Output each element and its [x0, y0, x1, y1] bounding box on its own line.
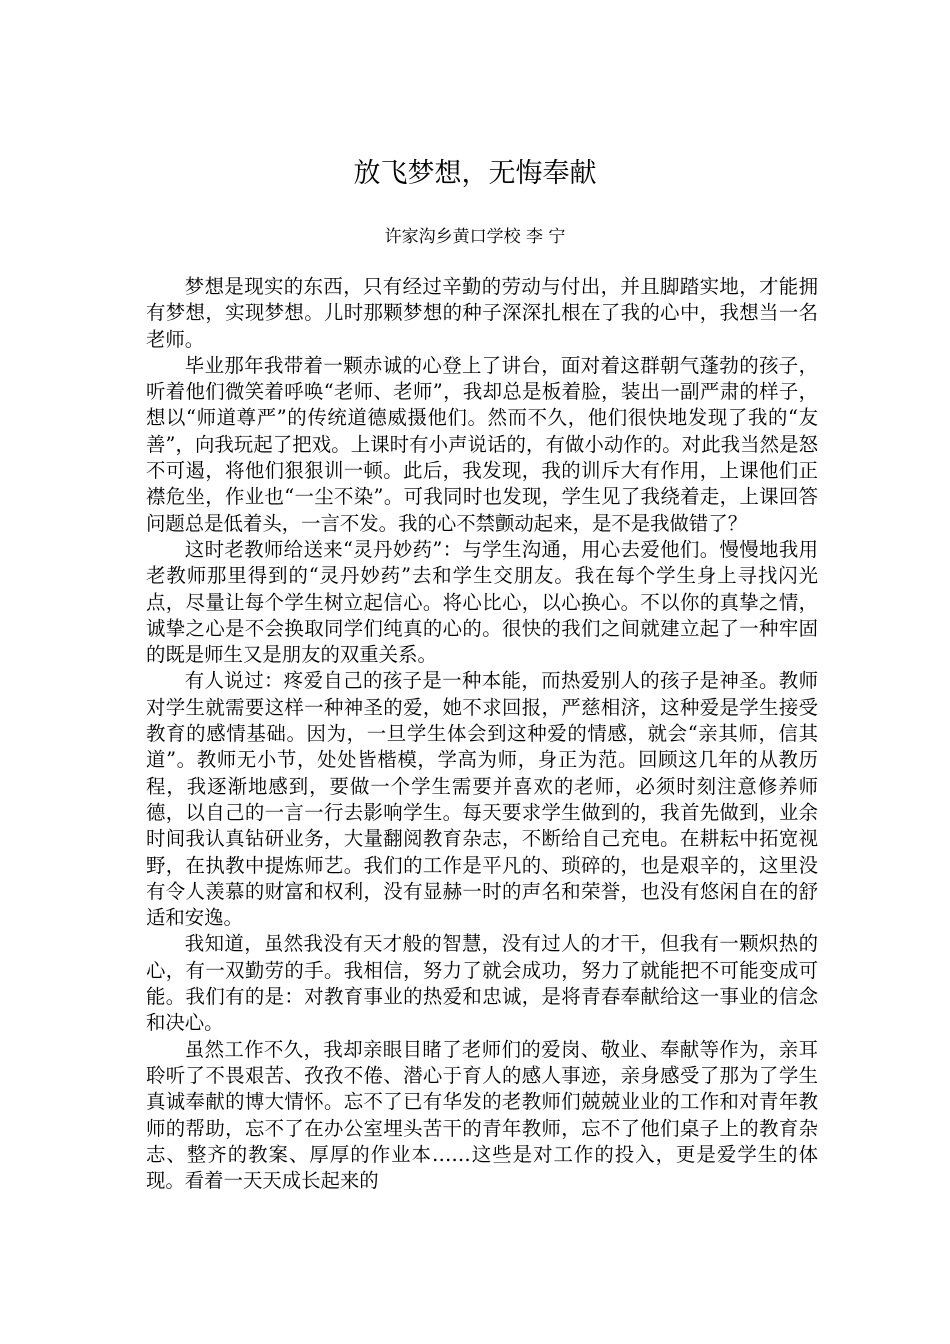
- paragraph: 梦想是现实的东西，只有经过辛勤的劳动与付出，并且脚踏实地，才能拥有梦想，实现梦想。儿时那颗梦想的种子深深扎根在了我的心中，我想当一名老师。: [146, 275, 818, 351]
- document-body: [146, 274, 818, 1194]
- paragraph: 有人说过：疼爱自己的孩子是一种本能，而热爱别人的孩子是神圣。教师对学生就需要这样一种神圣的爱，她不求回报，严慈相济，这种爱是学生接受教育的感情基础。因为，一旦学生体会到这种爱的情感，就会“亲其师，信其道”。教师无小节，处处皆楷模，学高为师，身正为范。回顾这几年的从教历程，我逐渐地感到，要做一个学生需要并喜欢的老师，必须时刻注意修养师德，以自己的一言一行去影响学生。每天要求学生做到的，我首先做到，业余时间我认真钻研业务，大量翻阅教育杂志，不断给自己充电。在耕耘中拓宽视野，在执教中提炼师艺。我们的工作是平凡的、琐碎的，也是艰辛的，这里没有令人羡慕的财富和权利，没有显赫一时的声名和荣誉，也没有悠闲自在的舒适和安逸。: [146, 669, 818, 930]
- paragraph: 毕业那年我带着一颗赤诚的心登上了讲台，面对着这群朝气蓬勃的孩子，听着他们微笑着呼唤“老师、老师”，我却总是板着脸，装出一副严肃的样子，想以“师道尊严”的传统道德威摄他们。然而不久，他们很快地发现了我的“友善”，向我玩起了把戏。上课时有小声说话的，有做小动作的。对此我当然是怒不可遏，将他们狠狠训一顿。此后，我发现，我的训斥大有作用，上课他们正襟危坐，作业也“一尘不染”。可我同时也发现，学生见了我绕着走，上课回答问题总是低着头，一言不发。我的心不禁颤动起来，是不是我做错了？: [146, 353, 818, 535]
- paragraph: 这时老教师给送来“灵丹妙药”：与学生沟通，用心去爱他们。慢慢地我用老教师那里得到的“灵丹妙药”去和学生交朋友。我在每个学生身上寻找闪光点，尽量让每个学生树立起信心。将心比心，以心换心。不以你的真挚之情，诚挚之心是不会换取同学们纯真的心的。很快的我们之间就建立起了一种牢固的既是师生又是朋友的双重关系。: [146, 537, 818, 667]
- paragraph: 虽然工作不久，我却亲眼目睹了老师们的爱岗、敬业、奉献等作为，亲耳聆听了不畏艰苦、孜孜不倦、潜心于育人的感人事迹，亲身感受了那为了学生真诚奉献的博大情怀。忘不了已有华发的老教师们兢兢业业的工作和对青年教师的帮助，忘不了在办公室埋头苦干的青年教师，忘不了他们桌子上的教育杂志、整齐的教案、厚厚的作业本……这些是对工作的投入，更是爱学生的体现。看着一天天成长起来的: [146, 1037, 818, 1193]
- paragraph: 我知道，虽然我没有天才般的智慧，没有过人的才干，但我有一颗炽热的心，有一双勤劳的手。我相信，努力了就会成功，努力了就能把不可能变成可能。我们有的是：对教育事业的热爱和忠诚，是将青春奉献给这一事业的信念和决心。: [146, 932, 818, 1035]
- document-title: 放飞梦想，无悔奉献: [353, 158, 597, 189]
- author-line: 许家沟乡黄口学校 李 宁: [384, 227, 566, 247]
